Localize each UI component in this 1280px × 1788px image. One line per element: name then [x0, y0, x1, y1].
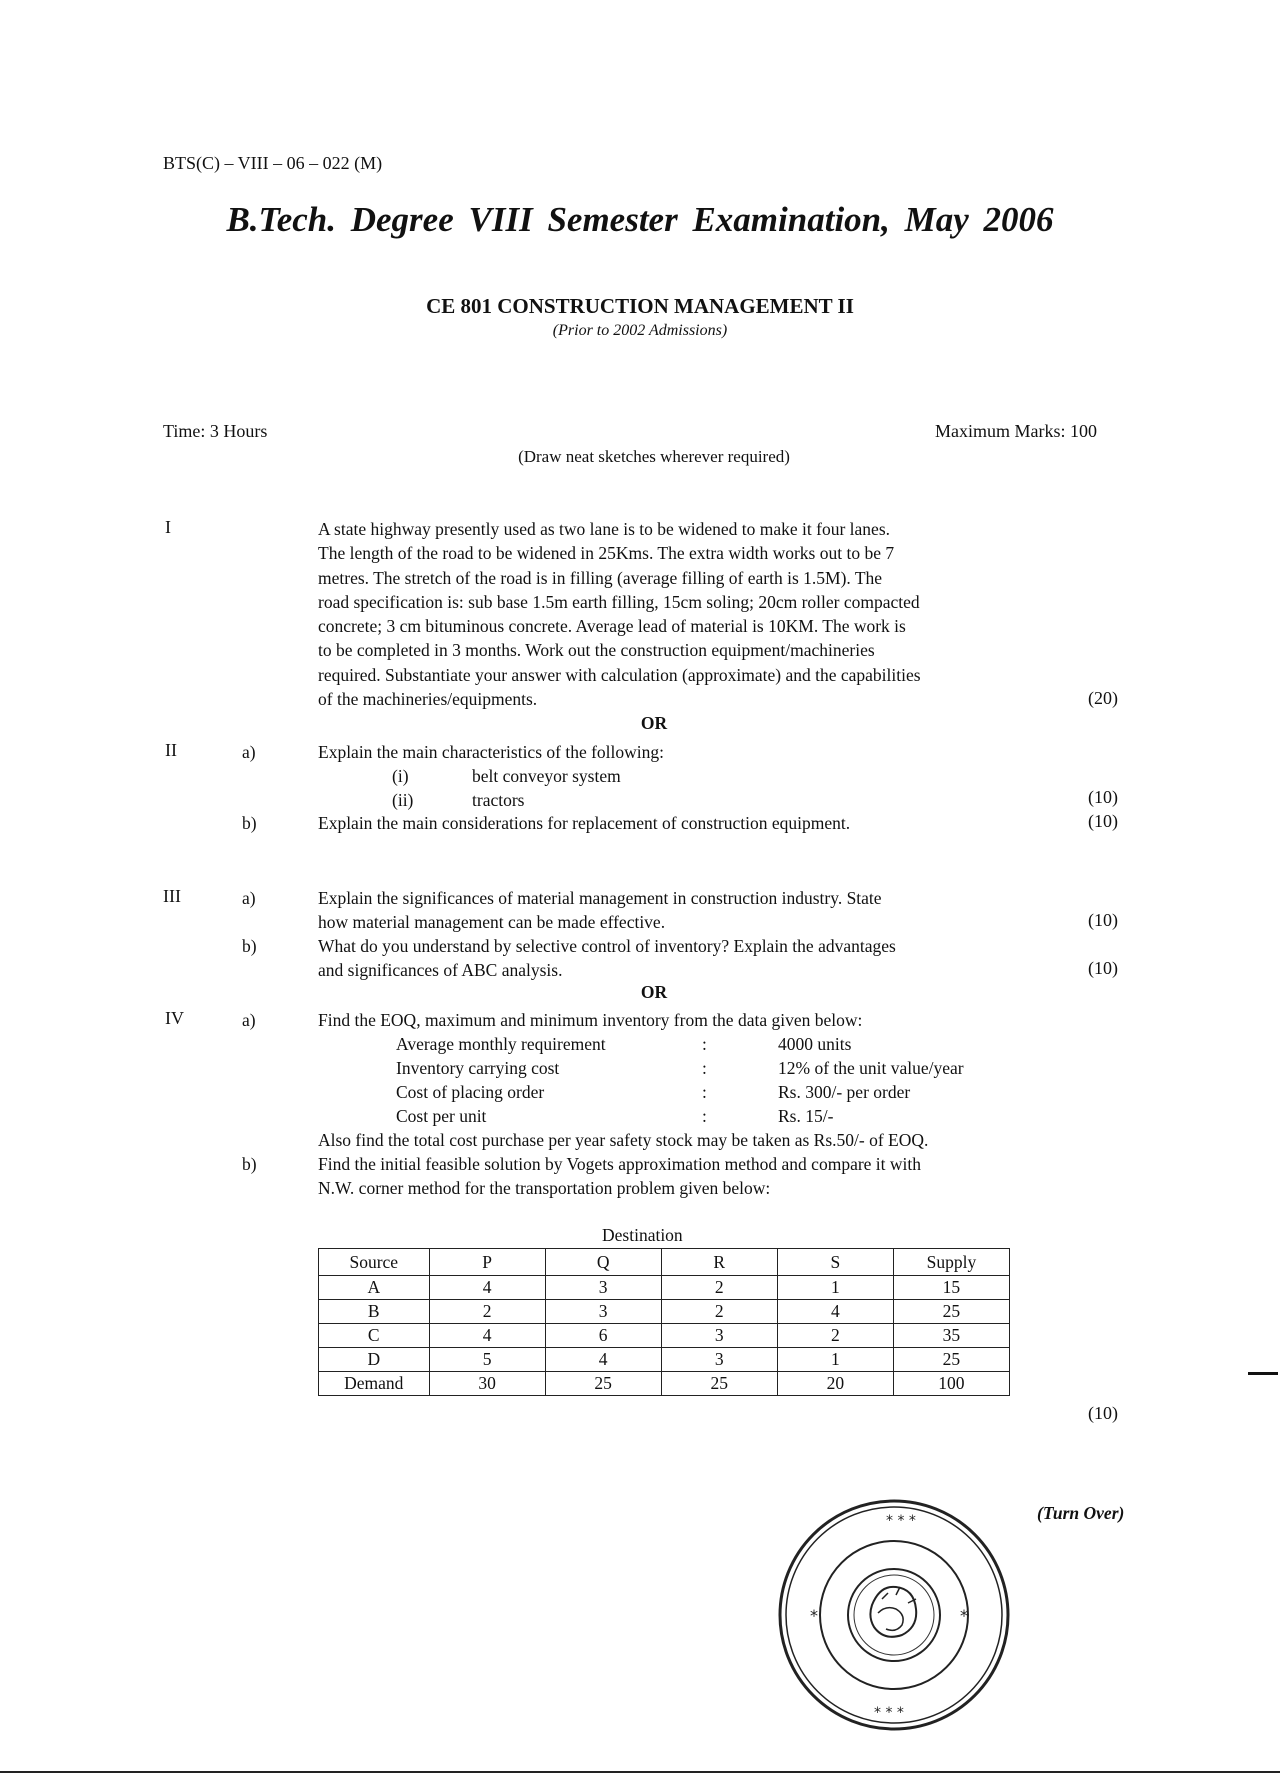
table-header-cell: Source: [319, 1249, 430, 1276]
margin-mark: [1248, 1372, 1278, 1375]
part-label: b): [242, 936, 257, 956]
question-4b-line: Find the initial feasible solution by Vogets approximation method and compare it with: [318, 1154, 922, 1174]
question-3b-line: and significances of ABC analysis.: [318, 960, 563, 980]
paper-code: BTS(C) – VIII – 06 – 022 (M): [163, 153, 383, 173]
instruction: (Draw neat sketches wherever required): [518, 447, 790, 466]
sub-item-label: (i): [392, 766, 409, 786]
question-3a-marks: (10): [1088, 910, 1118, 930]
question-1-line: concrete; 3 cm bituminous concrete. Average lead of material is 10KM. The work is: [318, 616, 906, 637]
table-header-cell: Supply: [893, 1249, 1009, 1276]
library-seal: [774, 1495, 1014, 1735]
or-separator: OR: [640, 982, 668, 1002]
data-label: Cost per unit: [396, 1106, 487, 1126]
table-header-cell: P: [429, 1249, 545, 1276]
question-4a-text: Find the EOQ, maximum and minimum inventory from the data given below:: [318, 1010, 863, 1030]
data-label: Inventory carrying cost: [396, 1058, 560, 1078]
table-cell: 100: [893, 1372, 1009, 1396]
maximum-marks: Maximum Marks: 100: [935, 421, 1097, 441]
data-label: Average monthly requirement: [396, 1034, 606, 1054]
table-cell: B: [319, 1300, 430, 1324]
question-3b-marks: (10): [1088, 958, 1118, 978]
question-number-4: IV: [165, 1008, 184, 1028]
table-cell: 4: [545, 1348, 661, 1372]
question-1-line: metres. The stretch of the road is in filling (average filling of earth is 1.5M). The: [318, 567, 883, 588]
question-1-line: of the machineries/equipments.: [318, 689, 538, 710]
table-cell: C: [319, 1324, 430, 1348]
question-3a-line: Explain the significances of material management in construction industry. State: [318, 888, 882, 908]
course-title: CE 801 CONSTRUCTION MANAGEMENT II: [426, 294, 854, 318]
table-cell: D: [319, 1348, 430, 1372]
sub-item-text: belt conveyor system: [472, 766, 621, 786]
data-separator: :: [702, 1034, 707, 1054]
question-4b-line: N.W. corner method for the transportation problem given below:: [318, 1178, 771, 1198]
question-number-2: II: [165, 740, 177, 760]
table-header-cell: R: [661, 1249, 777, 1276]
svg-text:* * *: * * *: [874, 1705, 904, 1721]
table-cell: 25: [545, 1372, 661, 1396]
question-1-line: A state highway presently used as two lane is to be widened to make it four lanes.: [318, 519, 891, 539]
part-label: b): [242, 1154, 257, 1174]
table-cell: 3: [661, 1324, 777, 1348]
table-cell: 4: [429, 1276, 545, 1300]
data-value: Rs. 300/- per order: [778, 1082, 911, 1102]
data-label: Cost of placing order: [396, 1082, 545, 1102]
table-row: [319, 1324, 1010, 1348]
or-separator: OR: [640, 713, 668, 733]
table-cell: 4: [777, 1300, 893, 1324]
table-cell: A: [319, 1276, 430, 1300]
exam-title: B.Tech. Degree VIII Semester Examination, May 2006: [226, 200, 1054, 239]
table-cell: 20: [777, 1372, 893, 1396]
table-cell: 3: [545, 1300, 661, 1324]
part-label: a): [242, 1010, 256, 1030]
table-cell: 2: [777, 1324, 893, 1348]
table-cell: 2: [429, 1300, 545, 1324]
data-value: 4000 units: [778, 1034, 852, 1054]
data-value: 12% of the unit value/year: [778, 1058, 964, 1078]
question-4b-marks: (10): [1088, 1403, 1118, 1423]
svg-text:* * *: * * *: [886, 1513, 916, 1529]
svg-text:*: *: [960, 1606, 968, 1625]
part-label: b): [242, 813, 257, 833]
table-cell: 2: [661, 1300, 777, 1324]
data-value: Rs. 15/-: [778, 1106, 834, 1126]
table-cell: Demand: [319, 1372, 430, 1396]
question-1-marks: (20): [1088, 688, 1118, 708]
table-cell: 1: [777, 1348, 893, 1372]
question-2b-marks: (10): [1088, 811, 1118, 831]
question-1-line: to be completed in 3 months. Work out the construction equipment/machineries: [318, 640, 875, 661]
table-cell: 30: [429, 1372, 545, 1396]
table-cell: 25: [893, 1300, 1009, 1324]
table-caption: Destination: [602, 1225, 683, 1245]
table-cell: 25: [661, 1372, 777, 1396]
data-separator: :: [702, 1106, 707, 1126]
table-row: [319, 1300, 1010, 1324]
table-header-row: [319, 1249, 1010, 1276]
table-cell: 35: [893, 1324, 1009, 1348]
part-label: a): [242, 888, 256, 908]
question-1-line: required. Substantiate your answer with calculation (approximate) and the capabilities: [318, 664, 921, 685]
table-header-cell: Q: [545, 1249, 661, 1276]
table-cell: 15: [893, 1276, 1009, 1300]
time-allowed: Time: 3 Hours: [163, 421, 268, 441]
table-cell: 2: [661, 1276, 777, 1300]
question-3a-line: how material management can be made effective.: [318, 912, 666, 932]
data-separator: :: [702, 1058, 707, 1078]
table-cell: 5: [429, 1348, 545, 1372]
sub-item-label: (ii): [392, 790, 414, 810]
admissions-note: (Prior to 2002 Admissions): [552, 322, 728, 339]
question-2b-text: Explain the main considerations for replacement of construction equipment.: [318, 813, 851, 833]
table-row: [319, 1372, 1010, 1396]
table-header-cell: S: [777, 1249, 893, 1276]
table-cell: 6: [545, 1324, 661, 1348]
question-1-line: The length of the road to be widened in 25Kms. The extra width works out to be 7: [318, 543, 895, 564]
sub-item-text: tractors: [472, 790, 525, 810]
question-1-line: road specification is: sub base 1.5m earth filling, 15cm soling; 20cm roller compacted: [318, 591, 920, 612]
question-number-1: I: [165, 517, 171, 537]
question-4a-also: Also find the total cost purchase per year safety stock may be taken as Rs.50/- of EOQ.: [318, 1130, 929, 1150]
question-number-3: III: [163, 886, 181, 906]
question-2a-text: Explain the main characteristics of the following:: [318, 742, 665, 762]
question-3b-line: What do you understand by selective control of inventory? Explain the advantages: [318, 936, 896, 956]
transportation-table: [318, 1248, 1010, 1396]
bottom-rule: [0, 1771, 1280, 1773]
question-2a-marks: (10): [1088, 787, 1118, 807]
table-cell: 3: [545, 1276, 661, 1300]
part-label: a): [242, 742, 256, 762]
table-cell: 1: [777, 1276, 893, 1300]
data-separator: :: [702, 1082, 707, 1102]
table-cell: 25: [893, 1348, 1009, 1372]
table-row: [319, 1348, 1010, 1372]
question-1-text: [318, 517, 1070, 711]
table-cell: 4: [429, 1324, 545, 1348]
svg-text:*: *: [810, 1606, 818, 1625]
turn-over-note: (Turn Over): [1037, 1503, 1125, 1523]
table-row: [319, 1276, 1010, 1300]
table-cell: 3: [661, 1348, 777, 1372]
